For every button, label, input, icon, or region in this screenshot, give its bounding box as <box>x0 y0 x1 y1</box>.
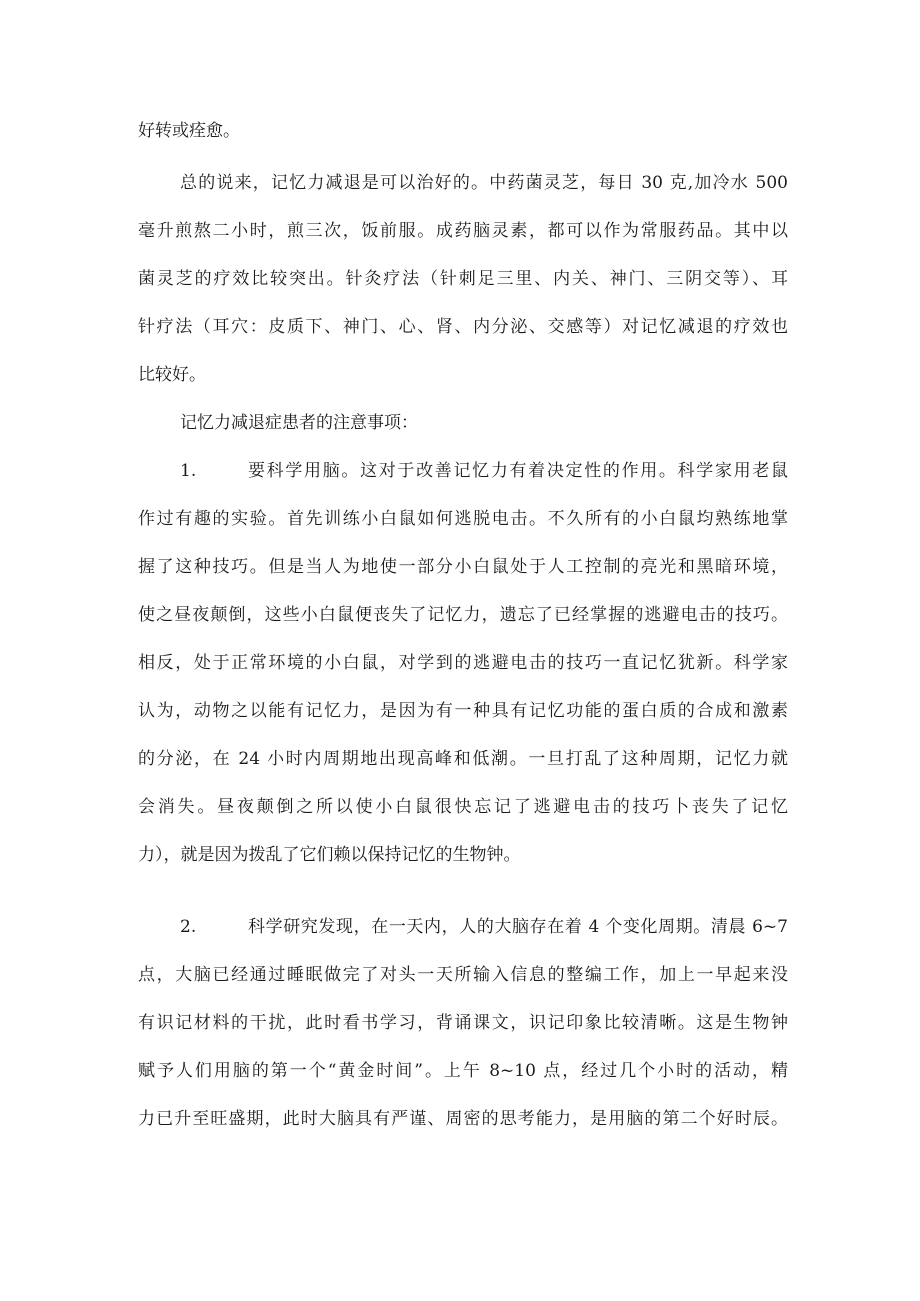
item-1-line: 力），就是因为拨乱了它们赖以保持记忆的生物钟。 <box>138 845 521 865</box>
item-1-line: 使之昼夜颠倒，这些小白鼠便丧失了记忆力，遗忘了已经掌握的逃避电击的技巧。 <box>138 605 788 625</box>
treatment-line-1: 总的说来，记忆力减退是可以治好的。中药菌灵芝，每日 30 克,加冷水 500 <box>180 173 788 193</box>
item-2-line: 有识记材料的干扰，此时看书学习，背诵课文，识记印象比较清晰。这是生物钟 <box>138 1013 788 1033</box>
paragraph-continuation: 好转或痊愈。 <box>138 121 240 141</box>
item-1-line: 握了这种技巧。但是当人为地使一部分小白鼠处于人工控制的亮光和黑暗环境， <box>138 557 788 577</box>
item-1-first-line: 要科学用脑。这对于改善记忆力有着决定性的作用。科学家用老鼠 <box>248 461 788 481</box>
item-2-first-line: 科学研究发现，在一天内，人的大脑存在着 4 个变化周期。清晨 6~7 <box>248 917 788 937</box>
item-1-line: 认为，动物之以能有记忆力，是因为有一种具有记忆功能的蛋白质的合成和激素 <box>138 701 788 721</box>
item-1-line: 作过有趣的实验。首先训练小白鼠如何逃脱电击。不久所有的小白鼠均熟练地掌 <box>138 509 788 529</box>
treatment-line-4: 针疗法（耳穴：皮质下、神门、心、肾、内分泌、交感等）对记忆减退的疗效也 <box>138 317 788 337</box>
treatment-line-5: 比较好。 <box>138 365 206 385</box>
item-1-line: 相反，处于正常环境的小白鼠，对学到的逃避电击的技巧一直记忆犹新。科学家 <box>138 653 788 673</box>
item-2-line: 赋予人们用脑的第一个“黄金时间”。上午 8~10 点，经过几个小时的活动，精 <box>138 1061 788 1081</box>
treatment-line-3: 菌灵芝的疗效比较突出。针灸疗法（针刺足三里、内关、神门、三阴交等）、耳 <box>138 269 788 289</box>
item-2-line: 点，大脑已经通过睡眠做完了对头一天所输入信息的整编工作，加上一早起来没 <box>138 965 788 985</box>
item-2-line: 力已升至旺盛期，此时大脑具有严谨、周密的思考能力，是用脑的第二个好时辰。 <box>138 1109 788 1129</box>
treatment-line-2: 毫升煎熬二小时，煎三次，饭前服。成药脑灵素，都可以作为常服药品。其中以 <box>138 221 788 241</box>
notes-heading: 记忆力减退症患者的注意事项： <box>180 413 418 433</box>
item-1-line: 的分泌，在 24 小时内周期地出现高峰和低潮。一旦打乱了这种周期，记忆力就 <box>138 749 788 769</box>
item-1-number: 1. <box>180 461 197 481</box>
item-2-number: 2. <box>180 917 197 937</box>
item-1-line: 会消失。昼夜颠倒之所以使小白鼠很快忘记了逃避电击的技巧卜丧失了记忆 <box>138 797 788 817</box>
